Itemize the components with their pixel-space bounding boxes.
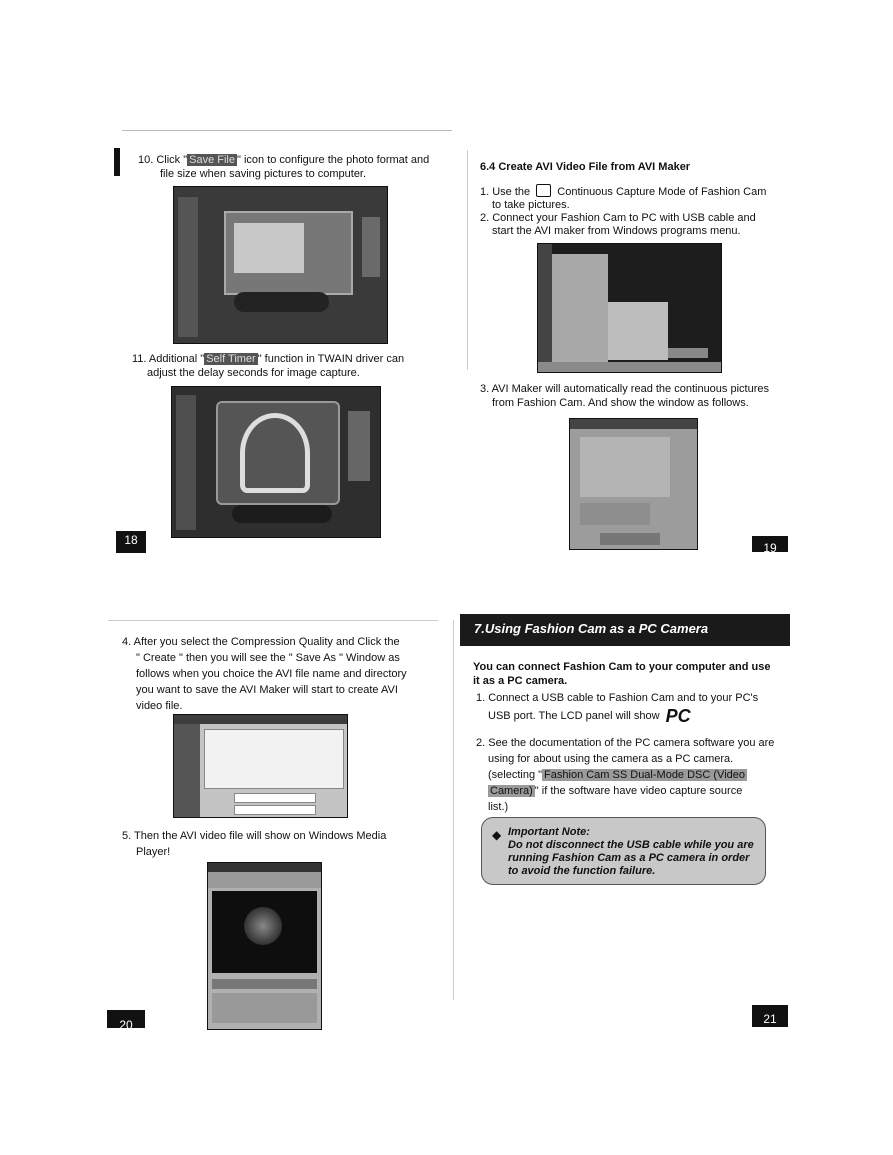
step2-line3: (selecting " Fashion Cam SS Dual-Mode DSC (Video [488,769,745,781]
step2-line1: 2. See the documentation of the PC camera software you are [476,737,775,749]
right-buttons [362,217,380,277]
avi-maker-item [668,348,708,358]
options-panel [580,437,670,497]
step10-text: 10. Click " Save File " icon to configure the photo format and [138,154,430,166]
page-number-20: 20 [107,1010,145,1028]
twain-driver-screenshot-2 [171,386,381,538]
video-area [212,891,317,973]
lcd-pc-indicator: PC [665,706,691,726]
chapter-banner [460,614,790,646]
gutter-rule [453,620,454,1000]
self-timer-highlight: Self Timer [206,353,256,365]
intro-line1: You can connect Fashion Cam to your computer and use [473,661,771,673]
windows-media-player-screenshot [207,862,322,1030]
step1-text: 1. Use the Continuous Capture Mode of Fashion Cam [480,186,767,198]
avi-maker-window-screenshot [569,418,698,550]
windows-programs-menu-screenshot [537,243,722,373]
menu-toolbar [208,872,321,888]
create-button [600,533,660,545]
quality-panel [580,503,650,525]
title-bar [174,715,347,724]
important-note-box [481,817,766,885]
step2-line2: start the AVI maker from Windows programs menu. [492,225,741,237]
step11-line2: adjust the delay seconds for image capture. [147,367,360,379]
control-strip [234,292,329,312]
top-rule [108,620,438,621]
side-toolbar [178,197,198,337]
step2-line4: Camera) " if the software have video capture source [490,785,743,797]
taskbar [538,362,721,372]
save-file-highlight: Save File [189,154,235,166]
step11-text: 11. Additional " Self Timer " function in TWAIN driver can [132,353,405,365]
page-number-18: 18 [116,531,146,553]
title-bar [208,863,321,872]
step5-line1: 5. Then the AVI video file will show on Windows Media [122,830,387,842]
step2-line1: 2. Connect your Fashion Cam to PC with USB cable and [480,212,756,224]
file-name-field [234,793,316,803]
important-note-title: Important Note: [508,826,590,838]
intro-line2: it as a PC camera. [473,675,568,687]
step2-line5: list.) [488,801,509,813]
camera-preview-frame [216,401,340,505]
important-note-line2: running Fashion Cam as a PC camera in order [508,852,750,864]
device-name-highlight-2: Camera) [490,785,533,797]
step1-line2: to take pictures. [492,199,570,211]
control-strip [232,505,332,523]
step1-line1: 1. Connect a USB cable to Fashion Cam and to your PC's [476,692,759,704]
step5-line2: Player! [136,846,171,858]
device-name-highlight-1: Fashion Cam SS Dual-Mode DSC (Video [544,769,745,781]
page-number-19: 19 [752,536,788,552]
places-bar [174,724,200,817]
step4-line5: video file. [136,700,183,712]
continuous-capture-icon [536,184,551,197]
dialog-window [224,211,353,295]
save-type-field [234,805,316,815]
twain-driver-screenshot-1 [173,186,388,344]
step4-line4: you want to save the AVI Maker will start to create AVI [136,684,398,696]
start-menu-banner [538,244,552,372]
title-bar [570,419,697,429]
top-rule [122,130,452,131]
step3-line1: 3. AVI Maker will automatically read the continuous pictures [480,383,769,395]
save-as-dialog-screenshot [173,714,348,818]
chapter-banner-title: 7.Using Fashion Cam as a PC Camera [474,621,709,636]
step2-line2: using for about using the camera as a PC camera. [488,753,734,765]
programs-submenu [608,302,668,360]
step4-line2: " Create " then you will see the " Save As " Window as [136,652,400,664]
step4-line3: follows when you choice the AVI file name and directory [136,668,407,680]
step4-line1: 4. After you select the Compression Quality and Click the [122,636,400,648]
side-toolbar [176,395,196,530]
start-menu [552,254,608,366]
playback-controls [212,993,317,1023]
section-heading-6-4: 6.4 Create AVI Video File from AVI Maker [480,161,691,173]
important-note-line3: to avoid the function failure. [508,865,656,877]
margin-bar [114,148,120,176]
right-buttons [348,411,370,481]
gutter-rule [467,150,468,370]
seek-bar [212,979,317,989]
important-note-line1: Do not disconnect the USB cable while you are [508,839,754,851]
file-list [204,729,344,789]
step10-line2: file size when saving pictures to computer. [160,168,367,180]
diamond-bullet-icon: ◆ [492,828,502,842]
step3-line2: from Fashion Cam. And show the window as follows. [492,397,749,409]
step1-line2: USB port. The LCD panel will show PC [488,706,691,726]
page-number-21: 21 [752,1005,788,1027]
